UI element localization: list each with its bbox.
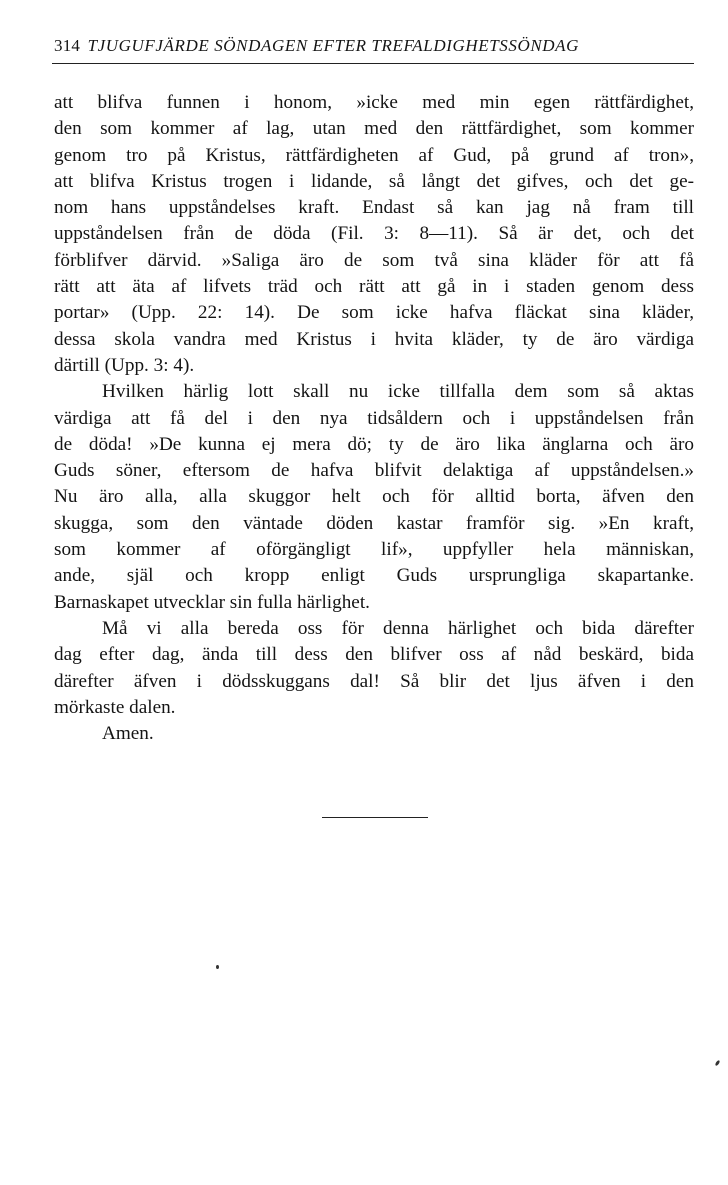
text-line: ande, själ och kropp enligt Guds ursprungliga skapartanke. (54, 565, 694, 587)
running-title: TJUGUFJÄRDE SÖNDAGEN EFTER TREFALDIGHETSSÖNDAG (87, 36, 580, 55)
text-line: portar» (Upp. 22: 14). De som icke hafva fläckat sina kläder, (54, 302, 694, 324)
text-line: Guds söner, eftersom de hafva blifvit delaktiga af uppståndelsen.» (54, 460, 694, 482)
text-line: att blifva funnen i honom, »icke med min egen rättfärdighet, (54, 92, 694, 113)
text-line: dag efter dag, ända till dess den blifver oss af nåd beskärd, bida (54, 644, 694, 666)
text-line: dessa skola vandra med Kristus i hvita kläder, ty de äro värdiga (54, 328, 694, 350)
text-line: Må vi alla bereda oss för denna härlighet och bida därefter (102, 617, 694, 639)
text-line: förblifver därvid. »Saliga äro de som två sina kläder för att få (54, 249, 694, 271)
text-line: genom tro på Kristus, rättfärdigheten af Gud, på grund af tron», (54, 144, 694, 166)
text-line: därtill (Upp. 3: 4). (54, 354, 195, 376)
text-line: Hvilken härlig lott skall nu icke tillfalla dem som så aktas (102, 381, 694, 403)
ink-speck (216, 965, 219, 969)
text-line: skugga, som den väntade döden kastar framför sig. »En kraft, (54, 512, 694, 534)
text-line: de döda! »De kunna ej mera dö; ty de äro lika änglarna och äro (54, 433, 694, 455)
text-line: mörkaste dalen. (54, 696, 176, 718)
ink-speck (715, 1060, 721, 1067)
text-line: uppståndelsen från de döda (Fil. 3: 8—11). Så är det, och det (54, 223, 694, 245)
text-line: rätt att äta af lifvets träd och rätt att gå in i staden genom dess (54, 276, 694, 298)
text-line: som kommer af oförgängligt lif», uppfyller hela människan, (54, 539, 694, 561)
text-line: därefter äfven i dödsskuggans dal! Så blir det ljus äfven i den (54, 670, 694, 692)
body-text (54, 90, 694, 747)
header-rule (52, 63, 694, 64)
closing-amen: Amen. (102, 723, 154, 745)
text-line: den som kommer af lag, utan med den rättfärdighet, som kommer (54, 118, 694, 140)
text-line: Barnaskapet utvecklar sin fulla härlighet. (54, 591, 370, 613)
text-line: värdiga att få del i den nya tidsåldern och i uppståndelsen från (54, 407, 694, 429)
page-number: 314 (54, 36, 81, 55)
end-rule (322, 817, 428, 818)
text-line: att blifva Kristus trogen i lidande, så långt det gifves, och det ge- (54, 170, 694, 192)
running-header (54, 36, 698, 58)
text-line: nom hans uppståndelses kraft. Endast så kan jag nå fram till (54, 197, 694, 219)
text-line: Nu äro alla, alla skuggor helt och för alltid borta, äfven den (54, 486, 694, 508)
